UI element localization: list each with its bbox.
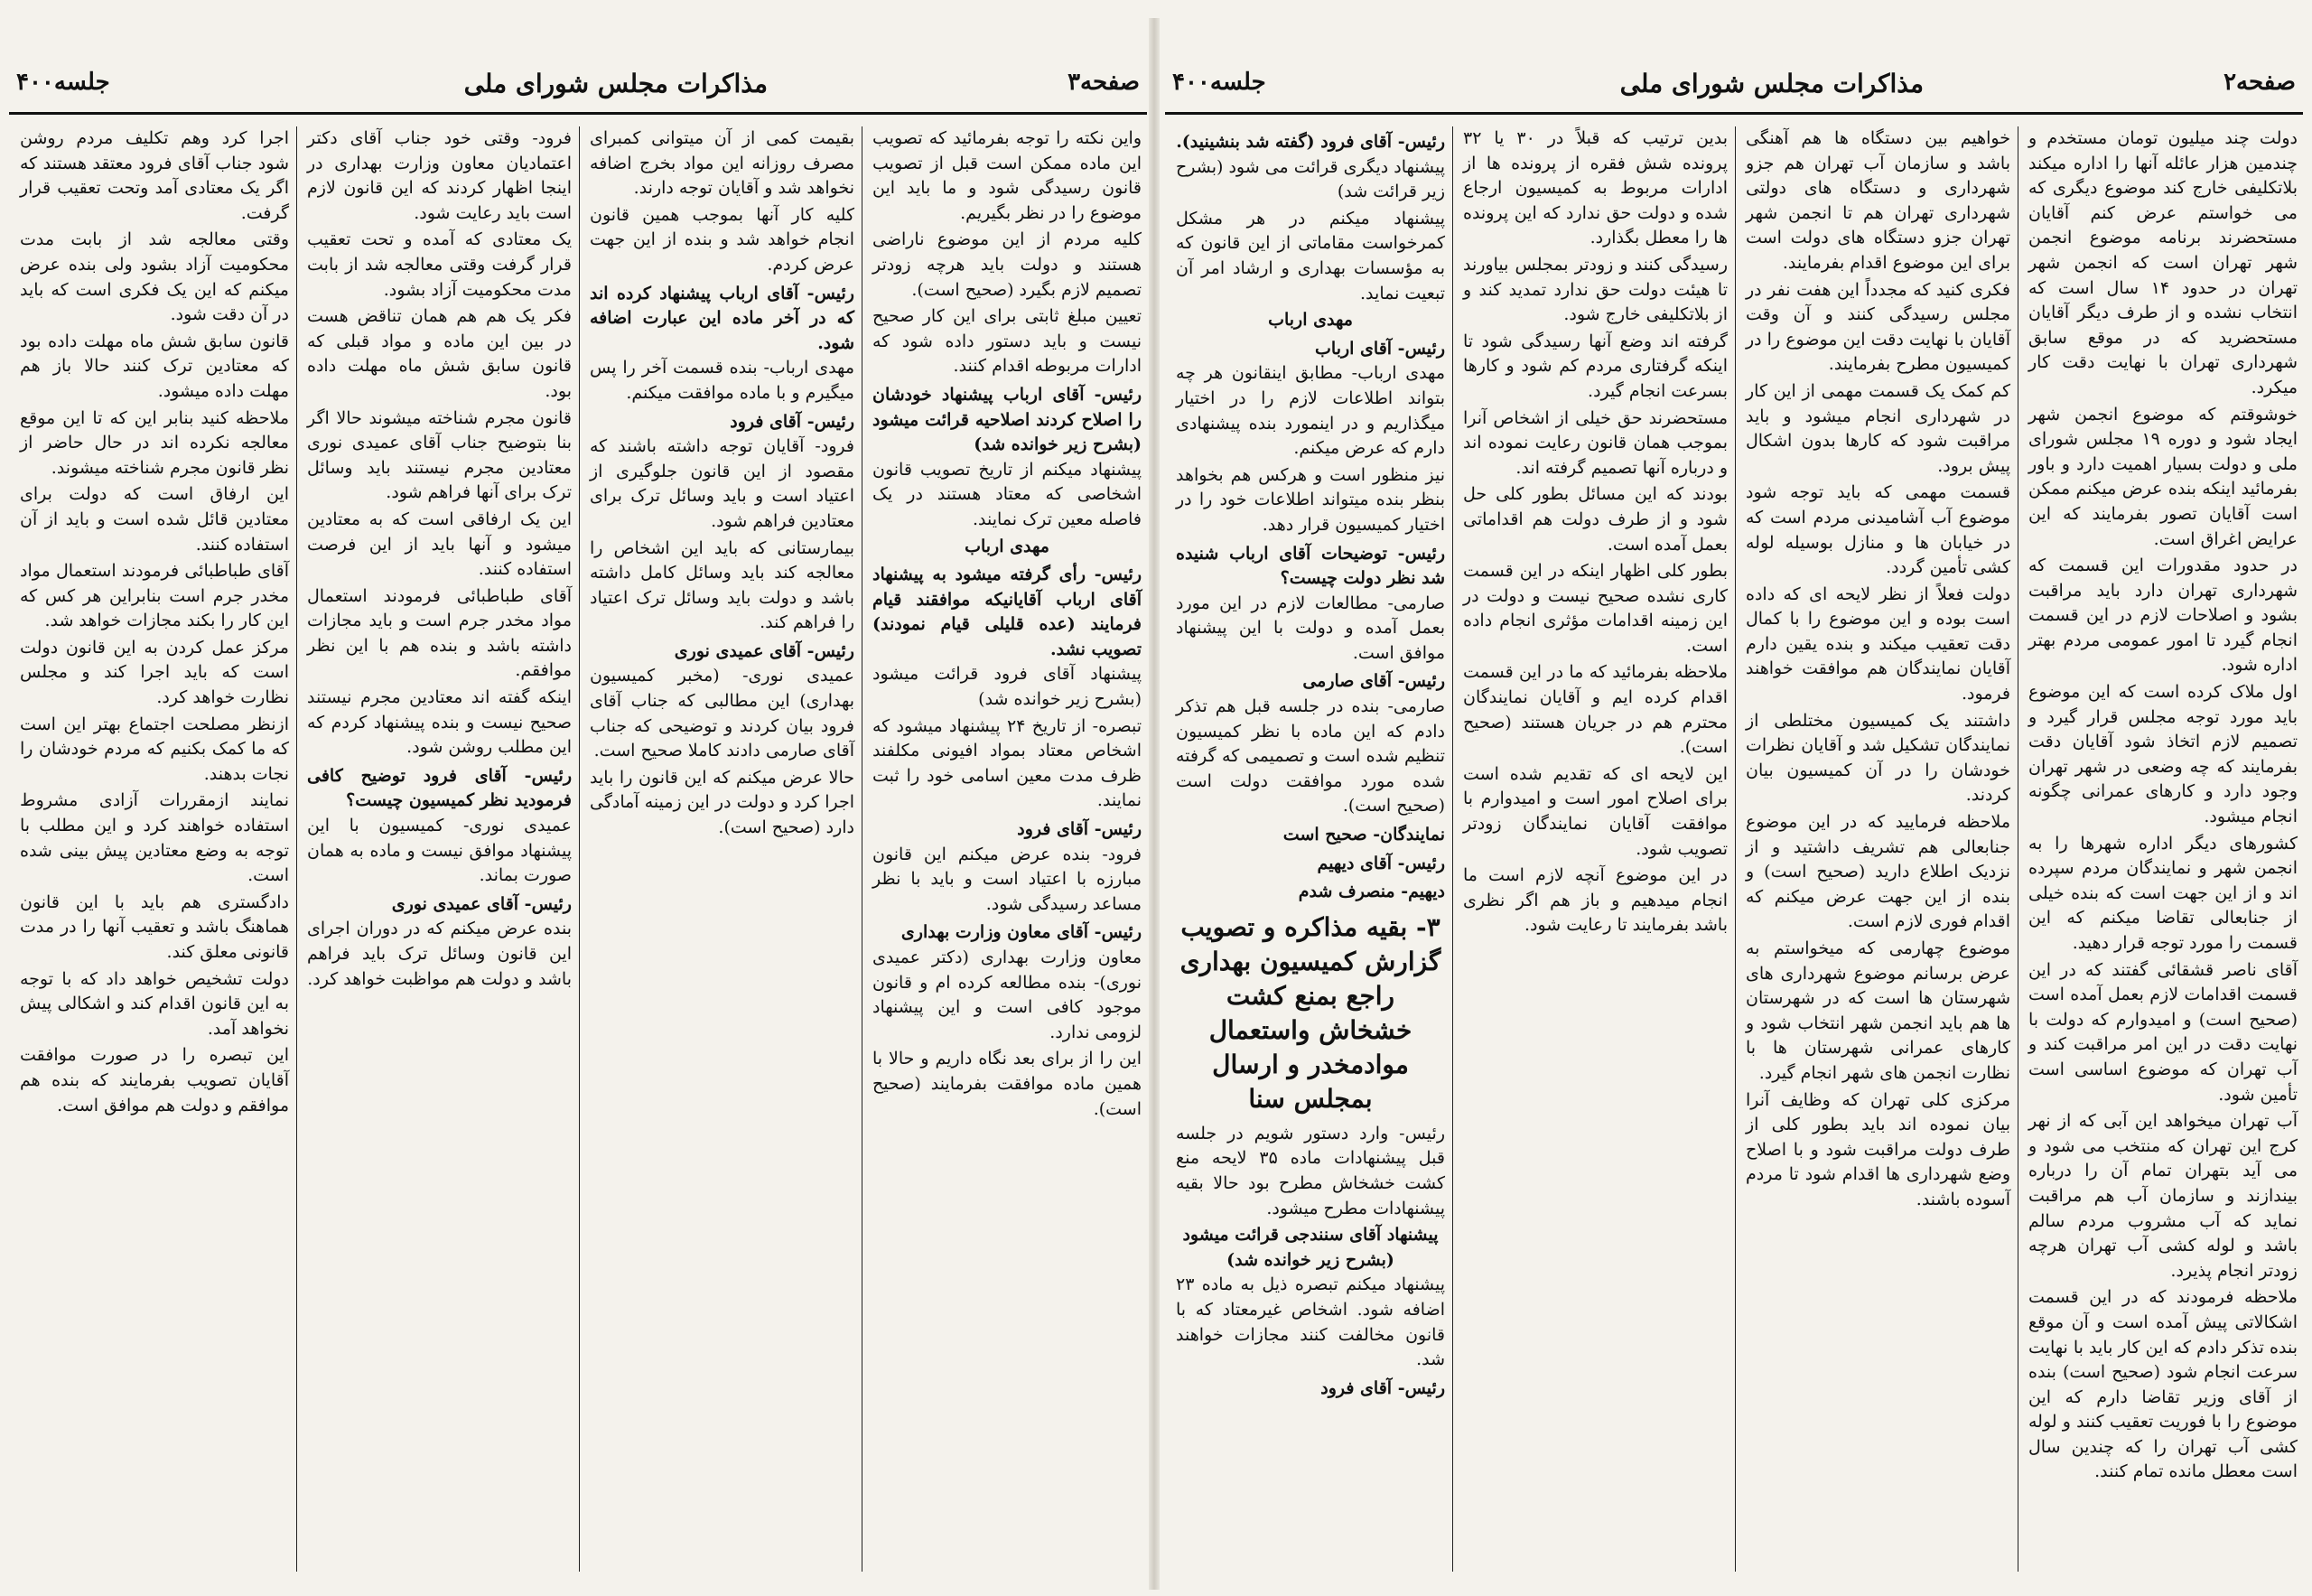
paragraph: بیمارستانی که باید این اشخاص را معالجه کند باید وسائل کامل داشته باشد و دولت باید وسائل ترک اعتیاد را فراهم کند. (590, 537, 854, 633)
signature: مهدی ارباب (1268, 310, 1353, 331)
text-column (584, 126, 860, 1581)
paragraph: فرود- بنده عرض میکنم این قانون مبارزه با اعتیاد است و باید با نظر مساعد رسیدگی شود. (872, 844, 1142, 914)
speaker-line: رئیس- آقای فرود (1320, 1377, 1445, 1398)
paragraph: فکری کنید که مجدداً این هفت نفر در مجلس رسیدگی کنند و آن وقت آقایان با نهایت دقت این موضوع را در کمیسیون مطرح بفرمایند. (1746, 279, 2010, 375)
paragraph: در حدود مقدورات این قسمت که شهرداری تهران دارد باید مراقبت بشود و اصلاحات لازم در این قسمت انجام گیرد تا امور عمومی مردم بهتر اداره شود. (2028, 555, 2298, 676)
paragraph: معاون وزارت بهداری (دکتر عمیدی نوری)- بنده مطالعه کرده ام و قانون موجود کافی است و این پیشنهاد لزومی ندارد. (872, 947, 1142, 1042)
paragraph: نمایند ازمقررات آزادی مشروط استفاده خواهند کرد و این مطلب با توجه به وضع معتادین پیش بینی شده است. (20, 790, 289, 886)
text-column (1458, 126, 1733, 1581)
column-rule (1735, 126, 1736, 1572)
paragraph: عمیدی نوری- (مخبر کمیسیون بهداری) این مطالبی که جناب آقای فرود بیان کردند و توضیحی که جناب آقای صارمی دادند کاملا صحیح است. (590, 666, 854, 761)
paragraph: این ارفاق است که دولت برای معتادین قائل شده است و باید از آن استفاده کنند. (20, 484, 289, 555)
section-headline: ۳- بقیه مذاکره و تصویب گزارش کمیسیون بهداری راجع بمنع کشت خشخاش واستعمال موادمخدر و ارسال بمجلس سنا (1179, 911, 1441, 1114)
paragraph: ازنظر مصلحت اجتماع بهتر این است که ما کمک بکنیم که مردم خودشان را نجات بدهند. (20, 714, 289, 784)
right-page (1165, 0, 2303, 1596)
paragraph: تبصره- از تاریخ ۲۴ پیشنهاد میشود که اشخاص معتاد بمواد افیونی مکلفند ظرف مدت معین اسامی خود را ثبت نمایند. (872, 715, 1142, 811)
paragraph: بنده عرض میکنم که در دوران اجرای این قانون وسائل ترک باید فراهم باشد و دولت هم مواظبت خواهد کرد. (307, 919, 572, 989)
paragraph: داشتند یک کمیسیون مختلطی از نمایندگان تشکیل شد و آقایان نظرات خودشان را در آن کمیسیون بیان کردند. (1746, 710, 2010, 806)
paragraph: ملاحظه کنید بنابر این که تا این موقع معالجه نکرده اند در حال حاضر از نظر قانون مجرم شناخته میشوند. (20, 407, 289, 478)
paragraph: فرود- وقتی خود جناب آقای دکتر اعتمادیان معاون وزارت بهداری در اینجا اظهار کردند که این قانون لازم است باید رعایت شود. (307, 128, 572, 223)
paragraph: صارمی- مطالعات لازم در این مورد بعمل آمده و دولت با این پیشنهاد موافق است. (1176, 593, 1445, 663)
column-rule (579, 126, 580, 1572)
paragraph: گرفته اند وضع آنها رسیدگی شود تا اینکه گرفتاری مردم کم شود و کارها بسرعت انجام گیرد. (1463, 331, 1728, 401)
paragraph: قسمت مهمی که باید توجه شود موضوع آب آشامیدنی مردم است که در خیابان ها و منازل بوسیله لوله کشی تأمین گردد. (1746, 482, 2010, 578)
paragraph: بقیمت کمی از آن میتوانی کمبرای مصرف روزانه این مواد بخرج اضافه نخواهد شد و آقایان توجه دارند. (590, 128, 854, 199)
speaker-line: نمایندگان- صحیح است (1282, 825, 1445, 845)
page-header (9, 63, 1147, 115)
paragraph: پیشنهاد دیگری قرائت می شود (بشرح زیر قرائت شد) (1176, 156, 1445, 202)
paragraph: آقای طباطبائی فرمودند استعمال مواد مخدر جرم است بنابراین هر کس که این کار را بکند مجازات خواهد شد. (20, 561, 289, 631)
paragraph: کلیه مردم از این موضوع ناراضی هستند و دولت باید هرچه زودتر تصمیم لازم بگیرد (صحیح است). (872, 229, 1142, 300)
paragraph: پیشنهاد میکنم از تاریخ تصویب قانون اشخاصی که معتاد هستند در یک فاصله معین ترک نمایند. (872, 459, 1142, 529)
page-number: صفحه۳ (1067, 69, 1140, 96)
speaker-line: رئیس- آقای عمیدی نوری (391, 893, 572, 914)
paragraph: خوشوقتم که موضوع انجمن شهر ایجاد شود و دوره ۱۹ مجلس شورای ملی و دولت بسیار اهمیت دارد و باور بفرمائید اینکه بنده عرض میکنم ممکن است آقایان تصور بفرمایند که این عرایض اغراق است. (2028, 404, 2298, 549)
paragraph: کم کمک یک قسمت مهمی از این کار در شهرداری انجام میشود و باید مراقبت شود که کارها بدون اشکال پیش برود. (1746, 380, 2010, 476)
speaker-line: رئیس- آقای فرود توضیح کافی فرمودید نظر کمیسیون چیست؟ (307, 765, 572, 811)
reading-note: پیشنهاد آقای سنندجی قرائت میشود (بشرح زیر خوانده شد) (1182, 1225, 1439, 1270)
paragraph: دولت تشخیص خواهد داد که با توجه به این قانون اقدام کند و اشکالی پیش نخواهد آمد. (20, 968, 289, 1039)
paragraph: کشورهای دیگر اداره شهرها را به انجمن شهر و نمایندگان مردم سپرده اند و از این جهت است که بنده خیلی از جنابعالی تقاضا میکنم که این قسمت را مورد توجه قرار دهید. (2028, 833, 2298, 953)
page-gutter (1149, 18, 1160, 1590)
paragraph: پیشنهاد میکنم تبصره ذیل به ماده ۲۳ اضافه شود. اشخاص غیرمعتاد که با قانون مخالفت کنند مجازات خواهند شد. (1176, 1274, 1445, 1370)
page-header (1165, 63, 2303, 115)
text-column (1740, 126, 2016, 1581)
paragraph: فکر یک هم هم همان تناقض هست در بین این ماده و مواد قبلی که قانون سابق شش ماه مهلت داده بود. (307, 306, 572, 401)
paragraph: یک معتادی که آمده و تحت تعقیب قرار گرفت وقتی معالجه شد از بابت مدت محکومیت آزاد بشود. (307, 229, 572, 300)
paragraph: مستحضرند حق خیلی از اشخاص آنرا بموجب همان قانون رعایت نموده اند و درباره آنها تصمیم گرفته اند. (1463, 407, 1728, 478)
speaker-line: رئیس- آقای فرود (گفته شد بنشینید). (1176, 132, 1445, 152)
paragraph: اینکه گفته اند معتادین مجرم نیستند صحیح نیست و بنده پیشنهاد کردم که این مطلب روشن شود. (307, 687, 572, 758)
paragraph: حالا عرض میکنم که این قانون را باید اجرا کرد و دولت در این زمینه آمادگی دارد (صحیح است). (590, 767, 854, 838)
paragraph: دادگستری هم باید با این قانون هماهنگ باشد و تعقیب آنها را در مدت قانونی معلق کند. (20, 891, 289, 962)
paragraph: این یک ارفاقی است که به معتادین میشود و آنها باید از این فرصت استفاده کنند. (307, 509, 572, 580)
paragraph: مرکزی کلی تهران که وظایف آنرا بیان نموده اند باید بطور کلی از طرف دولت مراقبت شود و با اصلاح وضع شهرداری ها اقدام شود تا مردم آسوده باشند. (1746, 1089, 2010, 1209)
speaker-line: رئیس- آقای معاون وزارت بهداری (900, 922, 1142, 943)
paragraph: بطور کلی اظهار اینکه در این قسمت کاری نشده صحیح نیست و دولت در این زمینه اقدامات مؤثری انجام داده است. (1463, 561, 1728, 656)
paragraph: دولت چند میلیون تومان مستخدم و چندمین هزار عائله آنها را اداره میکند بلاتکلیفی خارج کند موضوع دیگری که می خواستم عرض کنم آقایان مستحضرند برنامه موضوع انجمن شهر تهران است که انجمن شهر تهران در حدود ۱۴ سال است که انتخاب نشده و از طرف دیگر آقایان مستحضرید که در موقع سابق شهرداری تهران با نهایت دقت کار میکرد. (2028, 128, 2298, 397)
paragraph: پیشنهاد آقای فرود قرائت میشود (بشرح زیر خوانده شد) (872, 664, 1142, 710)
text-column (867, 126, 1147, 1581)
paragraph: اول ملاک کرده است که این موضوع باید مورد توجه مجلس قرار گیرد و تصمیم لازم اتخاذ شود آقایان دقت بفرمایند که چه وضعی در شهر تهران وجود دارد و کارهای عمرانی چگونه انجام میشود. (2028, 682, 2298, 827)
column-rule (296, 126, 297, 1572)
paragraph: دولت فعلاً از نظر لایحه ای که داده است بوده و این موضوع را با کمال دقت تعقیب میکند و بنده یقین دارم آقایان نمایندگان هم موافقت خواهند فرمود. (1746, 583, 2010, 705)
paragraph: قانون سابق شش ماه مهلت داده بود که معتادین ترک کنند حالا باز هم مهلت داده میشود. (20, 331, 289, 401)
paragraph: فرود- آقایان توجه داشته باشند که مقصود از این قانون جلوگیری از اعتیاد است و باید وسائل ترک برای معتادین فراهم شود. (590, 436, 854, 531)
paragraph: موضوع چهارمی که میخواستم به عرض برسانم موضوع شهرداری های شهرستان ها است که در شهرستان ها هم باید انجمن شهر انتخاب شود و کارهای عمرانی شهرستان ها با نظارت انجمن های شهر انجام گیرد. (1746, 938, 2010, 1083)
speaker-line: رئیس- توضیحات آقای ارباب شنیده شد نظر دولت چیست؟ (1176, 543, 1445, 589)
publication-title: مذاکرات مجلس شورای ملی (463, 69, 768, 98)
text-column (14, 126, 294, 1581)
paragraph: خواهیم بین دستگاه ها هم آهنگی باشد و سازمان آب تهران هم جزو شهرداری و دستگاه های دولتی شهرداری تهران هم تا انجمن شهر تهران جزو دستگاه های دولت است برای این موضوع اقدام بفرمایند. (1746, 128, 2010, 273)
speaker-line: رئیس- آقای صارمی (1302, 671, 1445, 692)
paragraph: تعیین مبلغ ثابتی برای این کار صحیح نیست و باید دستور داده شود که ادارات مربوطه اقدام کنند. (872, 306, 1142, 377)
paragraph: رئیس- وارد دستور شویم در جلسه قبل پیشنهادات ماده ۳۵ لایحه منع کشت خشخاش مطرح بود حالا بقیه پیشنهادات مطرح میشود. (1176, 1123, 1445, 1218)
publication-title: مذاکرات مجلس شورای ملی (1619, 69, 1924, 98)
paragraph: رسیدگی کنند و زودتر بمجلس بیاورند تا هیئت دولت حق ندارد تمدید کند و از بلاتکلیفی خارج شود. (1463, 254, 1728, 325)
paragraph: اجرا کرد وهم تکلیف مردم روشن شود جناب آقای فرود معتقد هستند که اگر یک معتادی آمد وتحت تعقیب قرار گرفت. (20, 128, 289, 223)
session-number: جلسه۴۰۰ (16, 69, 110, 96)
paragraph: ملاحظه فرمودند که در این قسمت اشکالاتی پیش آمده است و آن موقع بنده تذکر دادم که این کار باید با نهایت سرعت انجام شود (صحیح است) بنده از آقای وزیر تقاضا دارم که این موضوع را با فوریت تعقیب کنند و لوله کشی آب تهران را که چندین سال است معطل مانده تمام کنند. (2028, 1287, 2298, 1482)
paragraph: بودند که این مسائل بطور کلی حل شود و از طرف دولت هم اقداماتی بعمل آمده است. (1463, 484, 1728, 555)
paragraph: کلیه کار آنها بموجب همین قانون انجام خواهد شد و بنده از این جهت عرض کردم. (590, 204, 854, 275)
paragraph: ملاحظه فرمایید که در این موضوع جنابعالی هم تشریف داشتید و از نزدیک اطلاع دارید (صحیح است) و بنده از این جهت عرض میکنم که اقدام فوری لازم است. (1746, 812, 2010, 932)
speaker-line: رئیس- آقای دیهیم (1317, 853, 1445, 873)
paragraph: بدین ترتیب که قبلاً در ۳۰ یا ۳۲ پرونده شش فقره از پرونده ها از ادارات مربوط به کمیسیون ارجاع شده و دولت حق ندارد که این پرونده ها را معطل بگذارد. (1463, 128, 1729, 248)
speaker-line: رئیس- آقای ارباب پیشنهاد خودشان را اصلاح کردند اصلاحیه قرائت میشود (بشرح زیر خوانده شد) (872, 384, 1142, 455)
text-column (2023, 126, 2303, 1581)
paragraph: مرکز عمل کردن به این قانون دولت است که باید اجرا کند و مجلس نظارت خواهد کرد. (20, 637, 289, 708)
paragraph: وقتی معالجه شد از بابت مدت محکومیت آزاد بشود ولی بنده عرض میکنم که این یک فکری است که باید در آن دقت شود. (20, 229, 289, 325)
column-rule (1452, 126, 1453, 1572)
paragraph: آقای ناصر قشقائی گفتند که در این قسمت اقدامات لازم بعمل آمده است (صحیح است) و امیدوارم که دولت با نهایت دقت در این امر مراقبت کند و آب تهران که موضوع اساسی است تأمین شود. (2028, 959, 2298, 1105)
paragraph: عمیدی نوری- کمیسیون با این پیشنهاد موافق نیست و ماده به همان صورت بماند. (307, 816, 572, 886)
paragraph: پیشنهاد میکنم در هر مشکل کمرخواست مقاماتی از این قانون که به مؤسسات بهداری و ارشاد امر آن تبعیت نماید. (1176, 208, 1445, 303)
text-column (302, 126, 577, 1581)
page-number: صفحه۲ (2223, 69, 2296, 96)
paragraph: مهدی ارباب- بنده قسمت آخر را پس میگیرم و با ماده موافقت میکنم. (590, 358, 854, 403)
paragraph: واین نکته را توجه بفرمائید که تصویب این ماده ممکن است قبل از تصویب قانون رسیدگی شود و ما باید این موضوع را در نظر بگیریم. (872, 128, 1142, 223)
speaker-line: رئیس- آقای فرود (730, 411, 854, 432)
left-page (9, 0, 1147, 1596)
speaker-line: رئیس- آقای ارباب پیشنهاد کرده اند که در آخر ماده این عبارت اضافه شود. (590, 283, 854, 353)
speaker-line: رئیس- آقای فرود (1017, 819, 1142, 840)
paragraph: این تبصره را در صورت موافقت آقایان تصویب بفرمایند که بنده هم موافقم و دولت هم موافق است. (20, 1045, 289, 1115)
text-column (1170, 126, 1450, 1581)
paragraph: این را از برای بعد نگاه داریم و حالا با همین ماده موافقت بفرمایند (صحیح است). (872, 1049, 1142, 1119)
speaker-line: دیهیم- منصرف شدم (1298, 882, 1445, 902)
paragraph: آقای طباطبائی فرمودند استعمال مواد مخدر جرم است و باید مجازات داشته باشد و بنده هم با این نظر موافقم. (307, 585, 572, 681)
paragraph: قانون مجرم شناخته میشوند حالا اگر بنا بتوضیح جناب آقای عمیدی نوری معتادین مجرم نیستند باید وسائل ترک برای آنها فراهم شود. (307, 407, 572, 503)
speaker-line: رئیس- آقای ارباب (1315, 338, 1445, 359)
speaker-line: رئیس- رأی گرفته میشود به پیشنهاد آقای ارباب آقایانیکه موافقند قیام فرمایند (عده قلیلی قیام نمودند) تصویب نشد. (872, 565, 1142, 659)
paragraph: صارمی- بنده در جلسه قبل هم تذکر دادم که این ماده با نظر کمیسیون تنظیم شده است و تصمیمی که گرفته شده مورد موافقت دولت است (صحیح است). (1176, 696, 1445, 817)
session-number: جلسه۴۰۰ (1172, 69, 1266, 96)
paragraph: آب تهران میخواهد این آبی که از نهر کرج این تهران که منتخب می شود و می آید بتهران تمام آن را درباره بیندازند و سازمان آب هم مراقبت نماید که آب مشروب مردم سالم باشد و لوله کشی آب تهران هرچه زودتر انجام پذیرد. (2028, 1111, 2298, 1281)
paragraph: نیز منظور است و هرکس هم بخواهد بنظر بنده میتواند اطلاعات خود را در اختیار کمیسیون قرار دهد. (1176, 464, 1445, 535)
paragraph: در این موضوع آنچه لازم است ما انجام میدهیم و باز هم اگر نظری باشد بفرمایند تا رعایت شود. (1463, 865, 1728, 936)
paragraph: مهدی ارباب- مطابق اینقانون هر چه بتواند اطلاعات لازم را در اختیار میگذاریم و در اینمورد بنده پیشنهادی دارم که عرض میکنم. (1176, 363, 1445, 459)
signature: مهدی ارباب (965, 536, 1049, 556)
speaker-line: رئیس- آقای عمیدی نوری (674, 640, 854, 661)
paragraph: ملاحظه بفرمائید که ما در این قسمت اقدام کرده ایم و آقایان نمایندگان محترم هم در جریان هستند (صحیح است). (1463, 662, 1728, 758)
paragraph: این لایحه ای که تقدیم شده است برای اصلاح امور است و امیدوارم با موافقت آقایان نمایندگان زودتر تصویب شود. (1463, 763, 1728, 859)
